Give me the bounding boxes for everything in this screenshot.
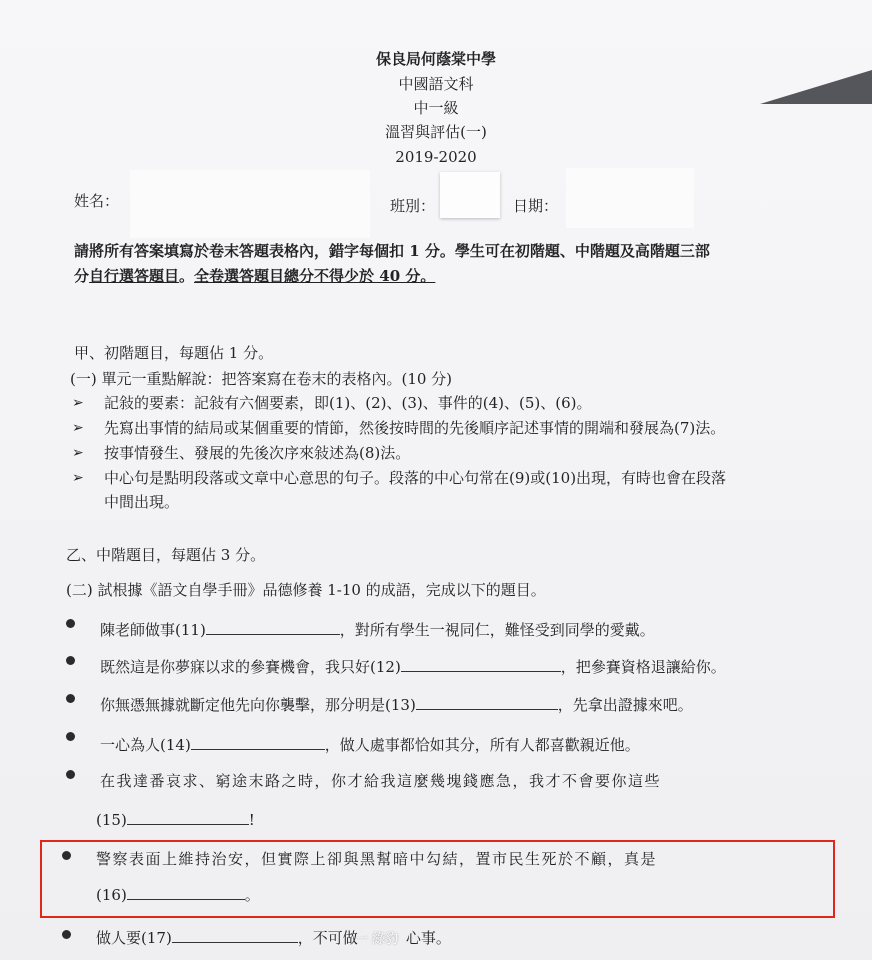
watermark: 一 綠豹 [355, 932, 399, 947]
question-16: 警察表面上維持治安，但實際上卻與黑幫暗中勾結，置市民生死於不顧，真是 [96, 850, 658, 868]
arrow-bullet-icon: ➢ [72, 445, 84, 461]
subject: 中國語文科 [398, 75, 474, 93]
grade: 中一級 [413, 99, 459, 117]
school-year: 2019-2020 [395, 148, 477, 166]
arrow-bullet-icon: ➢ [72, 395, 84, 411]
point-item-continued: 中間出現。 [104, 493, 180, 511]
point-item: 先寫出事情的結局或某個重要的情節，然後按時間的先後順序記述事情的開端和發展為(7)法。 [104, 419, 726, 437]
question-13: 你無憑無據就斷定他先向你襲擊，那分明是(13) ，先拿出證據來吧。 [100, 696, 693, 714]
question-15: 在我達番哀求、窮途末路之時，你才給我這麼幾塊錢應急，我才不會要你這些 [100, 772, 662, 790]
date-label: 日期： [513, 197, 559, 215]
point-item: 按事情發生、發展的先後次序來敍述為(8)法。 [104, 444, 411, 462]
class-label: 班別： [390, 197, 436, 215]
arrow-bullet-icon: ➢ [72, 470, 84, 486]
redacted-date [566, 168, 694, 228]
section-1-title: 甲、初階題目，每題佔 1 分。 [74, 344, 274, 362]
bullet-icon [66, 619, 75, 628]
arrow-bullet-icon: ➢ [72, 420, 84, 436]
bullet-icon [66, 694, 75, 703]
question-12: 既然這是你夢寐以求的參賽機會，我只好(12) ，把參賽資格退讓給你。 [100, 658, 726, 676]
redacted-class [440, 172, 500, 218]
bullet-icon [62, 851, 71, 860]
point-item: 記敍的要素：記敍有六個要素，即(1)、(2)、(3)、事件的(4)、(5)、(6)。 [104, 394, 592, 412]
exam-title: 溫習與評估(一) [385, 123, 487, 141]
bullet-icon [62, 930, 71, 939]
redacted-name [130, 170, 370, 238]
question-16-blank: (16) 。 [96, 886, 260, 904]
instruction-line-1: 請將所有答案填寫於卷末答題表格內，錯字每個扣 1 分。學生可在初階題、中階題及高階題三部 [74, 242, 710, 260]
school-name: 保良局何蔭棠中學 [375, 50, 496, 68]
point-item: 中心句是點明段落或文章中心意思的句子。段落的中心句常在(9)或(10)出現，有時也會在段落 [104, 469, 727, 487]
question-11: 陳老師做事(11) ，對所有學生一視同仁，難怪受到同學的愛戴。 [100, 621, 655, 639]
bullet-icon [66, 770, 75, 779]
question-14: 一心為人(14) ，做人處事都恰如其分，所有人都喜歡親近他。 [100, 736, 640, 754]
question-15-blank: (15) ! [96, 811, 255, 829]
section-2-subtitle: (二) 試根據《語文自學手冊》品德修養 1-10 的成語，完成以下的題目。 [66, 581, 546, 599]
instruction-line-2: 分自行選答題目。全卷選答題目總分不得少於 40 分。 [74, 267, 436, 285]
section-2-title: 乙、中階題目，每題佔 3 分。 [66, 546, 266, 564]
name-label: 姓名： [74, 192, 120, 210]
question-17: 做人要(17) ，不可做 心事。 [96, 929, 451, 947]
bullet-icon [66, 656, 75, 665]
bullet-icon [66, 732, 75, 741]
section-1-subtitle: (一) 單元一重點解說：把答案寫在卷末的表格內。(10 分) [70, 370, 453, 388]
